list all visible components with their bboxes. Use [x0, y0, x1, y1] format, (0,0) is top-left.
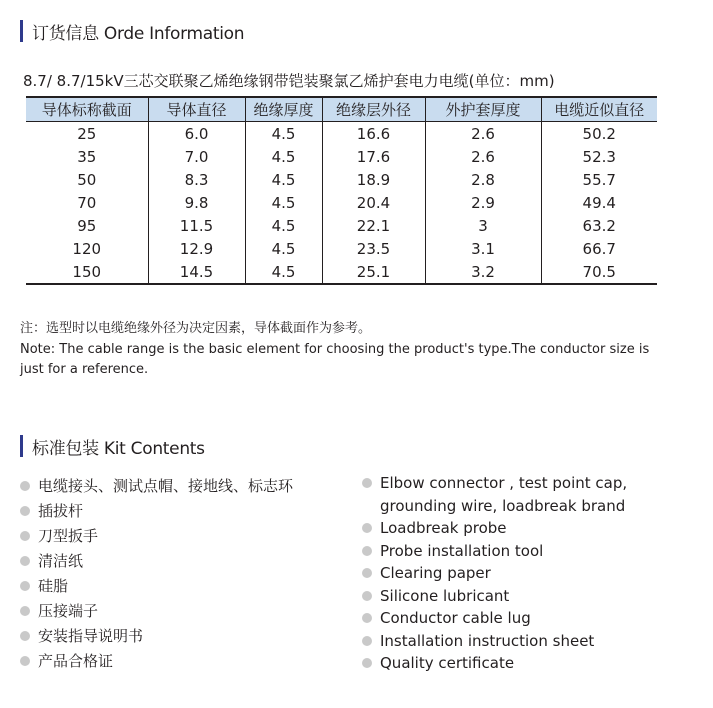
list-item — [362, 652, 662, 675]
table-cell: 2.9 — [425, 191, 541, 214]
table-cell: 12.9 — [148, 237, 245, 260]
table-row — [26, 191, 657, 214]
table-header-row — [26, 97, 657, 122]
list-item — [20, 524, 293, 549]
list-item-text: 插拔杆 — [38, 502, 84, 520]
list-item — [20, 474, 293, 499]
header-cell: 导体直径 — [148, 97, 245, 122]
table-cell: 20.4 — [322, 191, 425, 214]
list-item-text: Installation instruction sheet — [380, 631, 595, 650]
header-cell: 电缆近似直径 — [541, 97, 657, 122]
bullet-dot-icon — [362, 568, 372, 578]
list-item-text: Clearing paper — [380, 564, 491, 582]
list-item — [20, 549, 293, 574]
list-item-text: 产品合格证 — [38, 652, 114, 670]
table-cell: 35 — [77, 147, 97, 166]
bullet-dot-icon — [20, 506, 30, 516]
header-cell: 绝缘层外径 — [322, 97, 425, 122]
list-item-text: Silicone lubricant — [380, 586, 510, 605]
table-cell: 3.2 — [425, 260, 541, 284]
bullet-dot-icon — [362, 546, 372, 556]
table-cell: 4.5 — [245, 214, 322, 237]
header-cell: 外护套厚度 — [425, 97, 541, 122]
note-chinese: 注：选型时以电缆绝缘外径为决定因素，导体截面作为参考。 — [20, 321, 372, 336]
table-cell: 14.5 — [148, 260, 245, 284]
bullet-dot-icon — [20, 606, 30, 616]
table-cell: 150 — [26, 260, 148, 284]
table-cell: 25.1 — [322, 260, 425, 284]
table-cell: 4.5 — [245, 260, 322, 284]
list-item-text: 清洁纸 — [38, 552, 84, 570]
list-item-text: 安装指导说明书 — [38, 627, 144, 645]
table-cell: 4.5 — [245, 237, 322, 260]
table-cell: 7.0 — [148, 145, 245, 168]
list-item-text: Quality certificate — [380, 654, 515, 672]
bullet-dot-icon — [362, 478, 372, 488]
table-cell: 50.2 — [541, 122, 657, 146]
list-item — [20, 599, 293, 624]
bullet-dot-icon — [20, 531, 30, 541]
table-cell: 4.5 — [245, 191, 322, 214]
table-cell: 95 — [77, 216, 97, 235]
table-row — [26, 237, 657, 260]
table-row — [26, 122, 657, 146]
list-item — [362, 540, 662, 563]
kit-list-chinese — [20, 474, 293, 674]
bullet-dot-icon — [20, 631, 30, 641]
list-item-text: 压接端子 — [38, 602, 99, 620]
header-cell: 绝缘厚度 — [245, 97, 322, 122]
bullet-dot-icon — [362, 658, 372, 668]
list-item — [362, 607, 662, 630]
table-cell: 70 — [77, 193, 97, 212]
spec-table — [26, 96, 657, 285]
kit-title-text: 标准包装 Kit Contents — [32, 438, 205, 459]
bullet-dot-icon — [362, 636, 372, 646]
list-item — [20, 499, 293, 524]
table-cell: 4.5 — [245, 145, 322, 168]
ordering-section-title — [20, 20, 244, 42]
table-cell: 22.1 — [322, 214, 425, 237]
table-cell: 55.7 — [541, 168, 657, 191]
list-item — [362, 472, 662, 517]
table-cell: 66.7 — [541, 237, 657, 260]
table-cell: 11.5 — [148, 214, 245, 237]
kit-list-english — [362, 472, 662, 675]
list-item-text: Conductor cable lug — [380, 609, 531, 627]
table-cell: 120 — [72, 239, 102, 258]
table-cell: 3 — [425, 214, 541, 237]
table-cell: 17.6 — [322, 145, 425, 168]
table-caption: 8.7/ 8.7/15kV三芯交联聚乙烯绝缘钢带铠装聚氯乙烯护套电力电缆(单位：mm) — [23, 72, 555, 90]
list-item-text: Loadbreak probe — [380, 519, 507, 537]
table-cell: 18.9 — [322, 168, 425, 191]
table-row — [26, 214, 657, 237]
list-item — [20, 574, 293, 599]
table-cell: 52.3 — [541, 145, 657, 168]
list-item — [362, 562, 662, 585]
list-item — [20, 649, 293, 674]
bullet-dot-icon — [20, 656, 30, 666]
table-cell: 2.6 — [425, 145, 541, 168]
list-item-text: 电缆接头、测试点帽、接地线、标志环 — [38, 477, 294, 495]
list-item — [362, 585, 662, 608]
table-cell: 25 — [77, 124, 97, 143]
table-cell: 4.5 — [245, 122, 322, 146]
list-item — [362, 517, 662, 540]
table-cell: 3.1 — [425, 237, 541, 260]
table-cell: 8.3 — [148, 168, 245, 191]
bullet-dot-icon — [20, 481, 30, 491]
header-cell: 导体标称截面 — [26, 97, 148, 122]
table-cell: 63.2 — [541, 214, 657, 237]
table-row — [26, 145, 657, 168]
table-cell: 4.5 — [245, 168, 322, 191]
list-item-text: Elbow connector , test point cap, grounding wire, loadbreak brand — [380, 474, 628, 515]
list-item-text: 刀型扳手 — [38, 527, 99, 545]
kit-section-title — [20, 435, 205, 457]
bullet-dot-icon — [20, 556, 30, 566]
list-item — [362, 630, 662, 653]
table-row — [26, 260, 657, 284]
section-accent-bar — [20, 435, 23, 457]
note-english: Note: The cable range is the basic element for choosing the product's type.The conductor size is just for a reference. — [20, 342, 650, 377]
table-cell: 16.6 — [322, 122, 425, 146]
table-cell: 2.8 — [425, 168, 541, 191]
list-item-text: 硅脂 — [38, 577, 69, 595]
ordering-title-text: 订货信息 Orde Information — [32, 23, 245, 44]
bullet-dot-icon — [20, 581, 30, 591]
bullet-dot-icon — [362, 523, 372, 533]
section-accent-bar — [20, 20, 23, 42]
table-cell: 49.4 — [541, 191, 657, 214]
list-item-text: Probe installation tool — [380, 541, 544, 560]
table-cell: 23.5 — [322, 237, 425, 260]
table-cell: 6.0 — [148, 122, 245, 146]
table-cell: 2.6 — [425, 122, 541, 146]
table-cell: 50 — [77, 170, 97, 189]
list-item — [20, 624, 293, 649]
bullet-dot-icon — [362, 591, 372, 601]
table-cell: 70.5 — [541, 260, 657, 284]
bullet-dot-icon — [362, 613, 372, 623]
table-row — [26, 168, 657, 191]
table-cell: 9.8 — [148, 191, 245, 214]
